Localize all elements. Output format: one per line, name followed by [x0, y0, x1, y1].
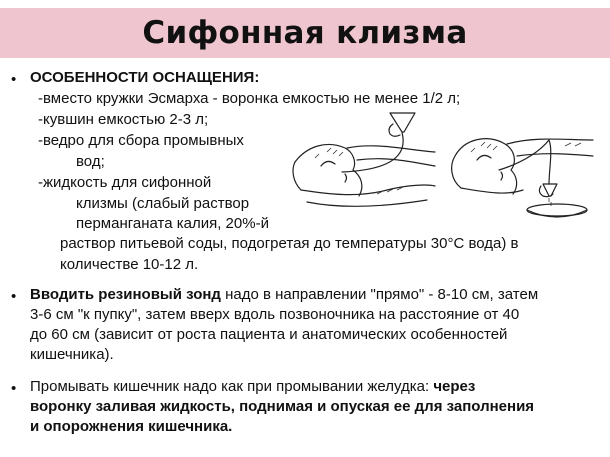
- section1-line: количестве 10-12 л.: [60, 256, 199, 273]
- section1-line: перманганата калия, 20%-й: [76, 215, 269, 232]
- title-band: [0, 8, 610, 58]
- section3-line: воронку заливая жидкость, поднимая и опуская ее для заполнения: [30, 398, 535, 415]
- section2-line-first: [30, 285, 538, 305]
- section1-heading: ОСОБЕННОСТИ ОСНАЩЕНИЯ:: [30, 69, 260, 86]
- section1-line: -вместо кружки Эсмарха - воронка емкостью не менее 1/2 л;: [38, 90, 461, 107]
- section3-bold: через: [433, 378, 476, 395]
- section1-line: вод;: [76, 153, 105, 170]
- section2-bold: Вводить резиновый зонд: [30, 286, 221, 303]
- illustration-funnel-lowered: [445, 110, 595, 220]
- section2-line: до 60 см (зависит от роста пациента и анатомических особенностей: [30, 326, 508, 343]
- bullet-3: •: [11, 380, 17, 397]
- section3-line: и опорожнения кишечника.: [30, 418, 233, 435]
- section1-line: -жидкость для сифонной: [38, 174, 212, 191]
- bullet-1: •: [11, 71, 17, 88]
- section2-line: 3-6 см "к пупку", затем вверх вдоль позвоночника на расстояние от 40: [30, 306, 520, 323]
- section1-line: клизмы (слабый раствор: [76, 195, 250, 212]
- illustration-funnel-raised: [287, 110, 437, 215]
- page-title: Сифонная клизма: [142, 15, 468, 51]
- section2-text: надо в направлении "прямо" - 8-10 см, затем: [220, 286, 539, 303]
- section2-line: кишечника).: [30, 346, 114, 363]
- section3-text: Промывать кишечник надо как при промывании желудка:: [30, 378, 434, 395]
- section1-line: раствор питьевой соды, подогретая до температуры 30°С вода) в: [60, 235, 519, 252]
- bullet-2: •: [11, 288, 17, 305]
- section1-line: -ведро для сбора промывных: [38, 132, 244, 149]
- section3-line-first: [30, 377, 475, 397]
- section1-line: -кувшин емкостью 2-3 л;: [38, 111, 209, 128]
